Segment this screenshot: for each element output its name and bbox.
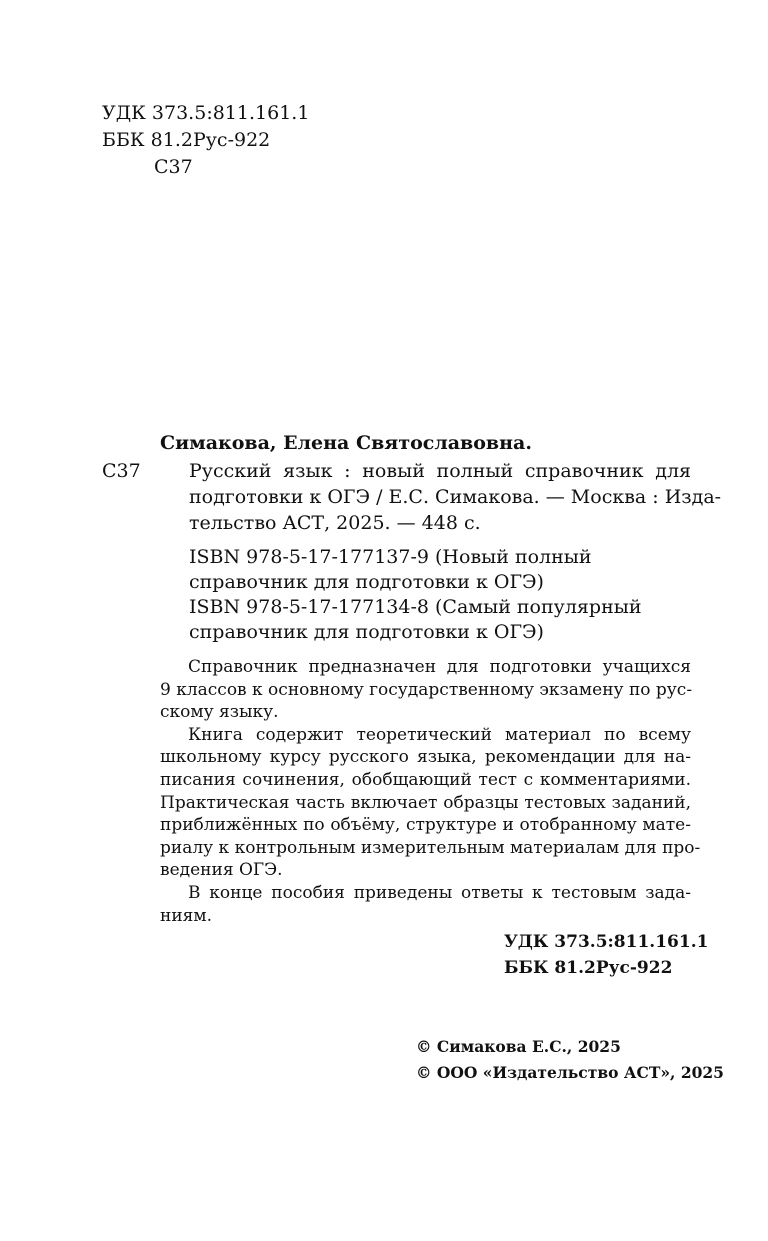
bibliographic-description xyxy=(189,458,722,536)
bbk-code: ББК 81.2Рус-922 xyxy=(504,958,673,978)
udk-code: УДК 373.5:811.161.1 xyxy=(102,102,310,124)
classification-codes-top xyxy=(102,100,309,181)
abstract-line: школьному курсу русского языка, рекомендации для на- xyxy=(160,747,691,768)
isbn-line: ISBN 978-5-17-177134-8 (Самый популярный xyxy=(189,596,642,618)
abstract-line: приближённых по объёму, структуре и отобранному мате- xyxy=(160,815,691,836)
publisher-copyright: © ООО «Издательство АСТ», 2025 xyxy=(416,1063,724,1082)
abstract-line: Практическая часть включает образцы тестовых заданий, xyxy=(160,792,691,813)
isbn-line: справочник для подготовки к ОГЭ) xyxy=(189,621,544,643)
abstract-line: писания сочинения, обобщающий тест с комментариями. xyxy=(160,769,691,790)
abstract-line: Книга содержит теоретический материал по всему xyxy=(188,724,691,745)
author-copyright: © Симакова Е.С., 2025 xyxy=(416,1037,621,1056)
classification-codes-bottom xyxy=(504,929,708,981)
description-line: подготовки к ОГЭ / Е.С. Симакова. — Москва : Изда- xyxy=(189,486,722,508)
cutter-code: С37 xyxy=(154,156,193,178)
isbn-line: справочник для подготовки к ОГЭ) xyxy=(189,571,544,593)
abstract-line: риалу к контрольным измерительным материалам для про- xyxy=(160,837,701,858)
isbn-list xyxy=(189,545,669,645)
description-line: тельство АСТ, 2025. — 448 с. xyxy=(189,512,481,534)
abstract-line: ведения ОГЭ. xyxy=(160,860,283,881)
bbk-code: ББК 81.2Рус-922 xyxy=(102,129,271,151)
abstract-line: скому языку. xyxy=(160,702,279,723)
abstract-line: ниям. xyxy=(160,905,213,926)
abstract-line: 9 классов к основному государственному экзамену по рус- xyxy=(160,679,693,700)
copyright-notices xyxy=(416,1034,724,1086)
isbn-line: ISBN 978-5-17-177137-9 (Новый полный xyxy=(189,546,592,568)
author-heading: Симакова, Елена Святославовна. xyxy=(160,432,532,454)
cutter-mark: С37 xyxy=(102,460,141,482)
abstract-line: Справочник предназначен для подготовки учащихся xyxy=(188,657,691,677)
abstract xyxy=(160,656,701,927)
udk-code: УДК 373.5:811.161.1 xyxy=(504,932,709,952)
description-line: Русский язык : новый полный справочник для xyxy=(189,460,691,482)
abstract-line: В конце пособия приведены ответы к тестовым зада- xyxy=(188,882,691,903)
